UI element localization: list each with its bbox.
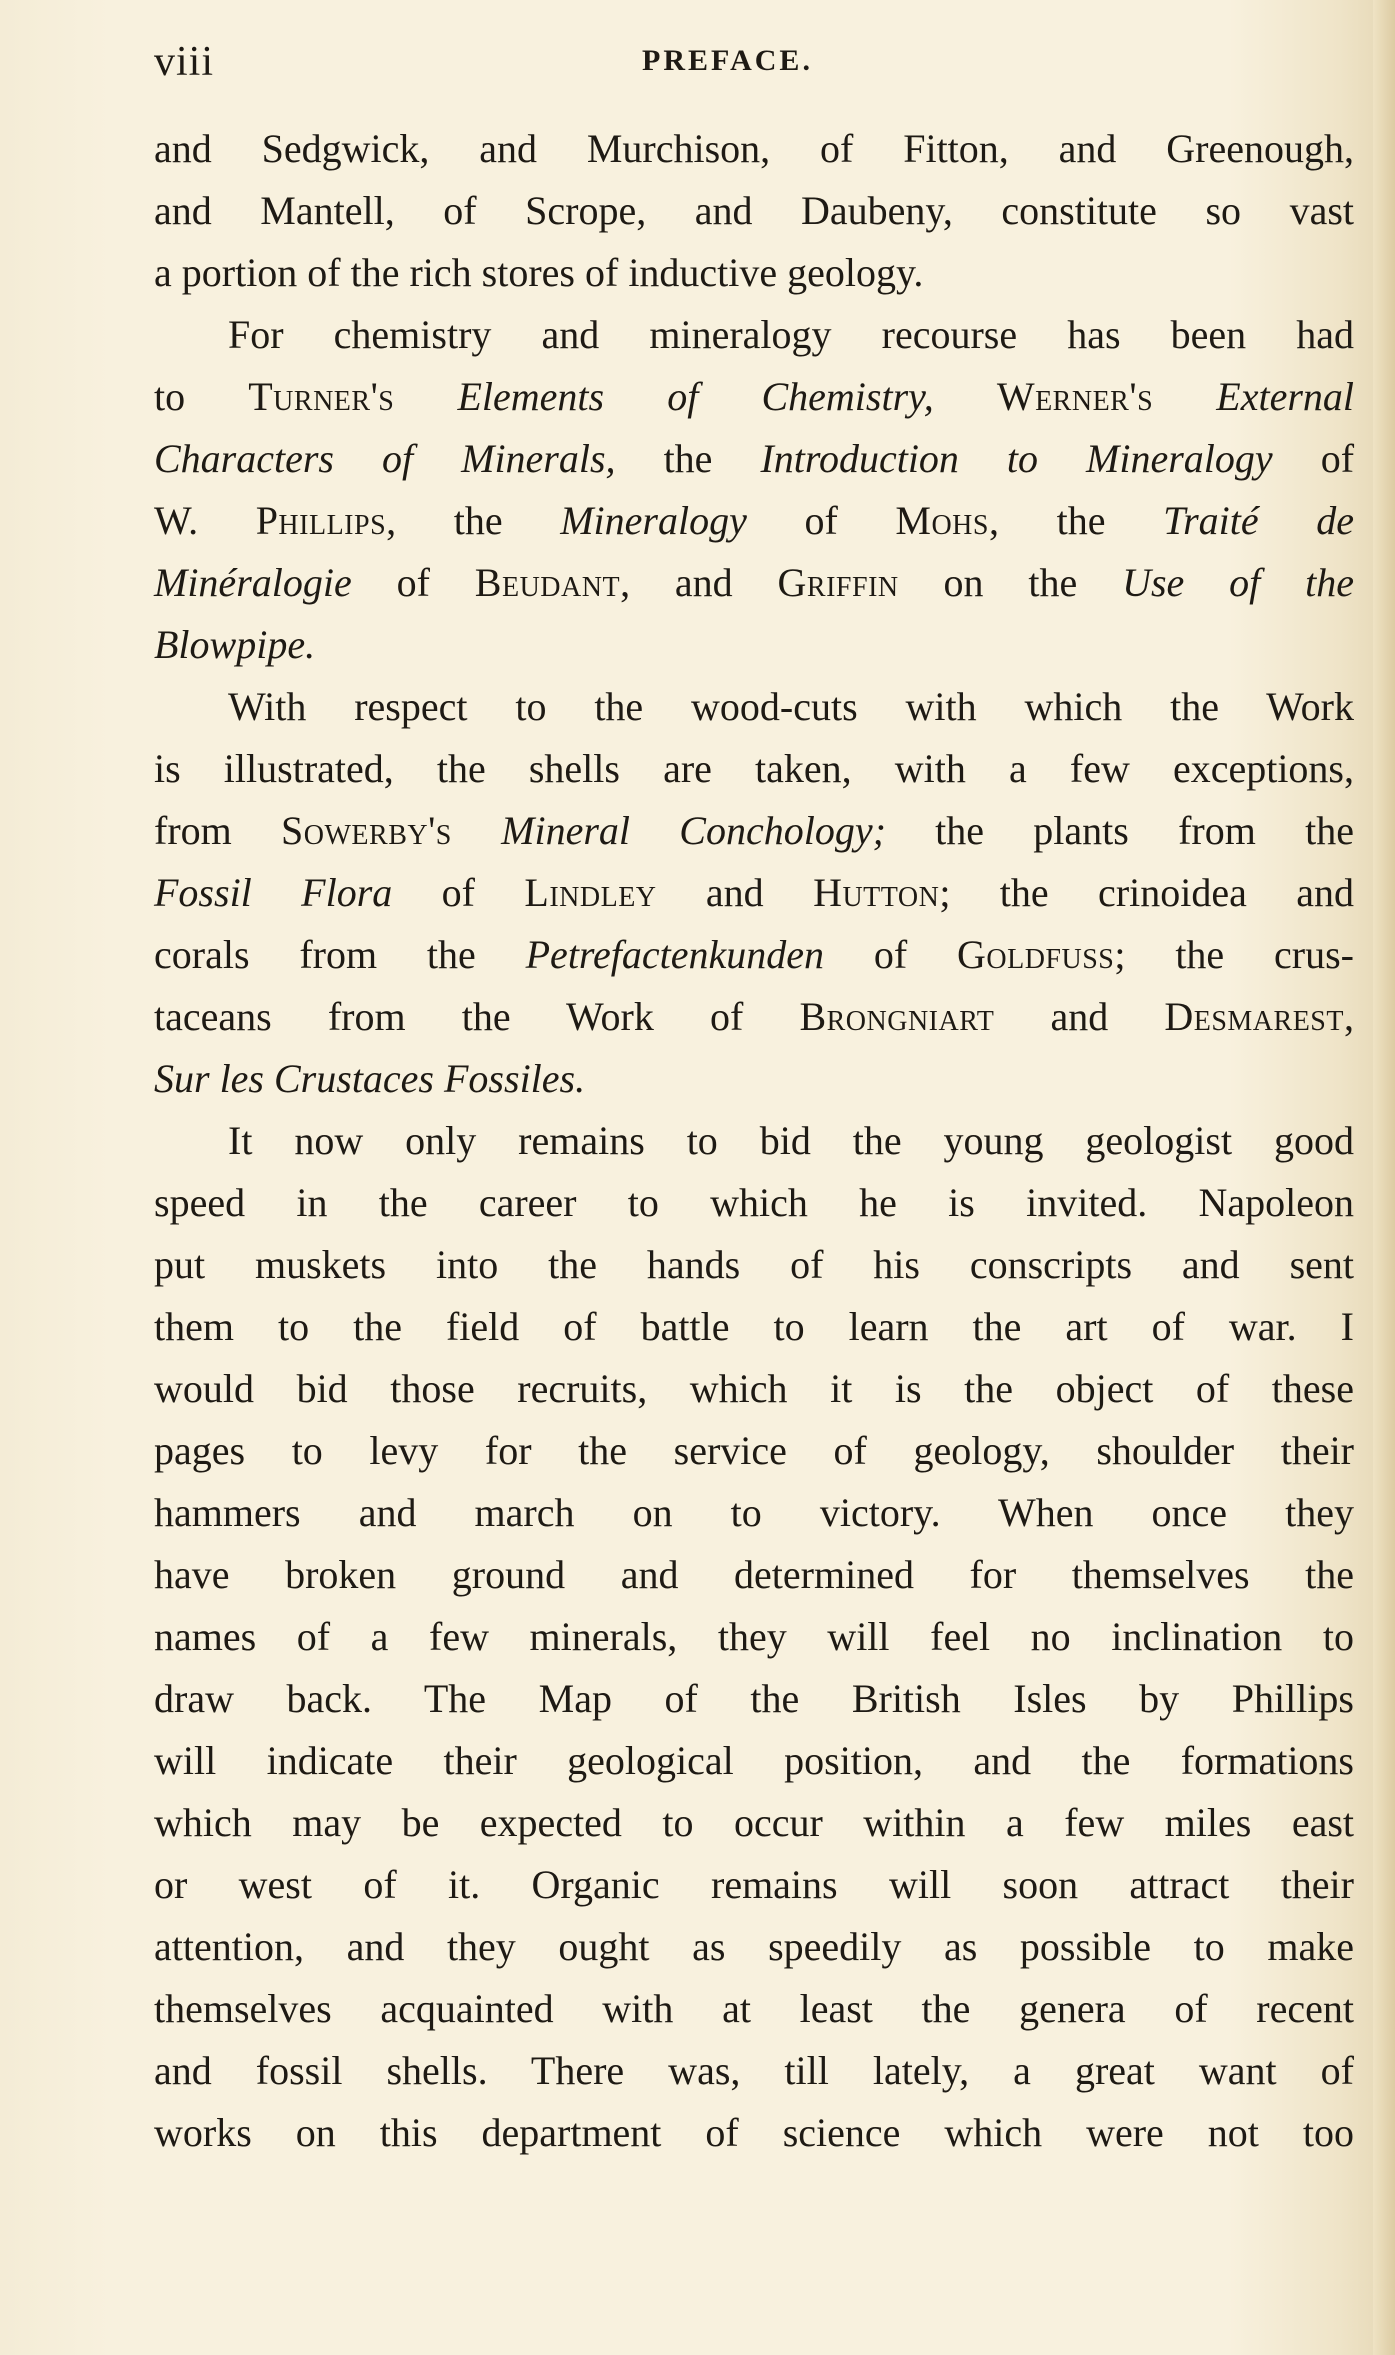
italic-text: Traité de	[1163, 498, 1355, 543]
text-run	[452, 808, 501, 853]
text-run	[394, 374, 457, 419]
text-line	[154, 924, 1354, 986]
small-caps-name: Turner's	[248, 374, 395, 419]
text-line	[154, 1420, 1354, 1482]
text-run: them to the field of battle to learn the art of war. I	[154, 1304, 1354, 1349]
text-line	[154, 862, 1354, 924]
text-run: themselves acquainted with at least the genera of recent	[154, 1986, 1354, 2031]
text-line	[154, 1730, 1354, 1792]
italic-text: Use of the	[1122, 560, 1354, 605]
text-run: will indicate their geological position, and the formations	[154, 1738, 1354, 1783]
text-run: and	[994, 994, 1165, 1039]
text-run: and	[656, 870, 814, 915]
text-line	[154, 1606, 1354, 1668]
text-run	[1153, 374, 1216, 419]
small-caps-name: Goldfuss	[957, 932, 1115, 977]
text-run: attention, and they ought as speedily as possible to make	[154, 1924, 1354, 1969]
text-line	[154, 180, 1354, 242]
small-caps-name: Desmarest	[1164, 994, 1344, 1039]
text-run: the	[615, 436, 761, 481]
text-run: ; the crinoidea and	[939, 870, 1355, 915]
text-line	[154, 1172, 1354, 1234]
text-line	[154, 1854, 1354, 1916]
text-line	[154, 1668, 1354, 1730]
text-run: and fossil shells. There was, till lately, a great want of	[154, 2048, 1354, 2093]
italic-text: Elements of Chemistry,	[457, 374, 934, 419]
text-line	[154, 1978, 1354, 2040]
text-line	[154, 1792, 1354, 1854]
italic-text: Introduction to Mineralogy	[760, 436, 1273, 481]
italic-text: Characters of Minerals,	[154, 436, 616, 481]
text-run: is illustrated, the shells are taken, with a few exceptions,	[154, 746, 1354, 791]
text-run: would bid those recruits, which it is the object of these	[154, 1366, 1354, 1411]
text-run: and Mantell, of Scrope, and Daubeny, constitute so vast	[154, 188, 1354, 233]
text-run: of	[351, 560, 475, 605]
text-run: , and	[620, 560, 778, 605]
text-run: pages to levy for the service of geology, shoulder their	[154, 1428, 1354, 1473]
text-run: of	[392, 870, 525, 915]
italic-text: Petrefactenkunden	[525, 932, 825, 977]
text-line	[154, 1358, 1354, 1420]
text-run: W.	[154, 498, 256, 543]
text-run: a portion of the rich stores of inductive geology.	[154, 250, 924, 295]
text-run: of	[746, 498, 896, 543]
text-run: draw back. The Map of the British Isles by Phillips	[154, 1676, 1354, 1721]
small-caps-name: Werner's	[996, 374, 1154, 419]
page-edge	[1373, 0, 1395, 2355]
text-line	[154, 242, 1354, 304]
text-line	[154, 1544, 1354, 1606]
text-run: to	[154, 374, 249, 419]
text-line	[154, 738, 1354, 800]
text-line	[154, 490, 1354, 552]
text-run: put muskets into the hands of his conscripts and sent	[154, 1242, 1354, 1287]
italic-text: External	[1216, 374, 1354, 419]
text-run: With respect to the wood-cuts with which the Work	[228, 684, 1354, 729]
text-run: corals from the	[154, 932, 526, 977]
text-line	[154, 614, 1354, 676]
text-line	[154, 1234, 1354, 1296]
italic-text: Sur les Crustaces Fossiles.	[154, 1056, 586, 1101]
small-caps-name: Sowerby's	[281, 808, 452, 853]
text-run: It now only remains to bid the young geologist good	[228, 1118, 1354, 1163]
text-line	[154, 986, 1354, 1048]
small-caps-name: Beudant	[474, 560, 621, 605]
text-run: works on this department of science which were not too	[154, 2110, 1354, 2155]
text-line	[154, 1110, 1354, 1172]
text-line	[154, 1048, 1354, 1110]
text-run: , the	[988, 498, 1164, 543]
small-caps-name: Mohs	[895, 498, 989, 543]
small-caps-name: Griffin	[777, 560, 899, 605]
italic-text: Mineral Conchology;	[501, 808, 886, 853]
text-run: ; the crus-	[1114, 932, 1354, 977]
text-line	[154, 1296, 1354, 1358]
text-run: names of a few minerals, they will feel no inclination to	[154, 1614, 1354, 1659]
text-run: of	[824, 932, 957, 977]
text-run: on the	[898, 560, 1123, 605]
small-caps-name: Phillips	[255, 498, 387, 543]
body-text	[154, 118, 1354, 2164]
text-run: of	[1272, 436, 1355, 481]
text-run: ,	[1343, 994, 1354, 1039]
text-run: For chemistry and mineralogy recourse has been had	[228, 312, 1354, 357]
small-caps-name: Brongniart	[799, 994, 995, 1039]
text-line	[154, 800, 1354, 862]
text-line	[154, 676, 1354, 738]
text-line	[154, 304, 1354, 366]
text-line	[154, 2040, 1354, 2102]
italic-text: Fossil Flora	[154, 870, 393, 915]
text-line	[154, 366, 1354, 428]
text-run: hammers and march on to victory. When once they	[154, 1490, 1354, 1535]
text-run: the plants from the	[885, 808, 1354, 853]
text-run: , the	[386, 498, 561, 543]
italic-text: Mineralogy	[560, 498, 747, 543]
text-run: or west of it. Organic remains will soon attract their	[154, 1862, 1354, 1907]
running-head: PREFACE.	[642, 44, 813, 77]
text-run: taceans from the Work of	[154, 994, 800, 1039]
text-line	[154, 2102, 1354, 2164]
text-run	[934, 374, 997, 419]
text-line	[154, 552, 1354, 614]
text-run: have broken ground and determined for themselves the	[154, 1552, 1354, 1597]
italic-text: Blowpipe.	[154, 622, 316, 667]
text-line	[154, 118, 1354, 180]
small-caps-name: Hutton	[813, 870, 940, 915]
text-line	[154, 1482, 1354, 1544]
text-line	[154, 1916, 1354, 1978]
text-run: from	[154, 808, 282, 853]
text-run: and Sedgwick, and Murchison, of Fitton, and Greenough,	[154, 126, 1354, 171]
text-line	[154, 428, 1354, 490]
text-run: which may be expected to occur within a few miles east	[154, 1800, 1354, 1845]
italic-text: Minéralogie	[154, 560, 352, 605]
page-number: viii	[154, 39, 215, 85]
page-header	[0, 28, 1395, 88]
text-run: speed in the career to which he is invited. Napoleon	[154, 1180, 1354, 1225]
small-caps-name: Lindley	[524, 870, 657, 915]
